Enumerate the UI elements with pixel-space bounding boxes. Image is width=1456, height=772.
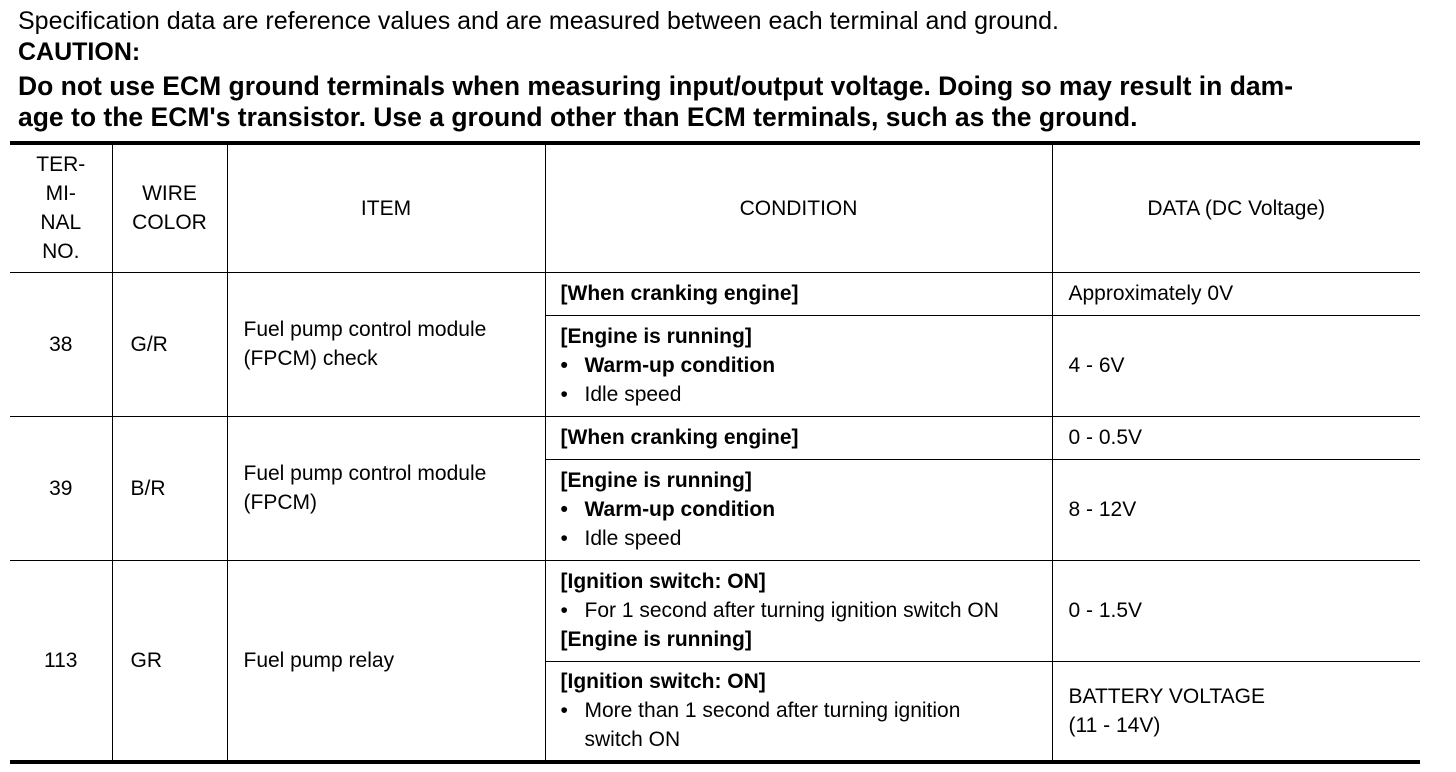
table-row	[10, 272, 1420, 315]
terminal-no-cell: 38	[10, 272, 112, 416]
caution-text-line-2: age to the ECM's transistor. Use a ground other than ECM terminals, such as the ground.	[18, 102, 1138, 132]
header-item: ITEM	[227, 143, 545, 272]
data-cell: 4 - 6V	[1052, 315, 1420, 416]
data-cell: 8 - 12V	[1052, 459, 1420, 560]
bullet-icon: •	[560, 354, 568, 377]
header-data: DATA (DC Voltage)	[1052, 143, 1420, 272]
data-cell: Approximately 0V	[1052, 272, 1420, 315]
header-condition: CONDITION	[545, 143, 1052, 272]
bullet-icon: •	[560, 383, 568, 406]
header-wire-color: WIRE COLOR	[112, 143, 227, 272]
condition-cell: [When cranking engine]	[545, 416, 1052, 459]
item-cell: Fuel pump control module (FPCM)	[227, 416, 545, 560]
caution-label: CAUTION:	[18, 38, 141, 66]
condition-cell: [Engine is running] • Warm-up condition • Idle speed	[545, 315, 1052, 416]
data-cell: BATTERY VOLTAGE (11 - 14V)	[1052, 661, 1420, 762]
terminal-no-cell: 113	[10, 560, 112, 762]
item-cell: Fuel pump relay	[227, 560, 545, 762]
wire-color-cell: GR	[112, 560, 227, 762]
terminal-no-cell: 39	[10, 416, 112, 560]
condition-cell: [Engine is running] • Warm-up condition • Idle speed	[545, 459, 1052, 560]
condition-cell: [When cranking engine]	[545, 272, 1052, 315]
data-cell: 0 - 0.5V	[1052, 416, 1420, 459]
table-row	[10, 416, 1420, 459]
data-cell: 0 - 1.5V	[1052, 560, 1420, 661]
caution-text-line-1: Do not use ECM ground terminals when measuring input/output voltage. Doing so may result in dam-	[18, 71, 1294, 101]
bullet-icon: •	[560, 699, 568, 723]
bullet-icon: •	[560, 527, 568, 550]
table-row	[10, 560, 1420, 661]
wire-color-cell: G/R	[112, 272, 227, 416]
header-terminal-no: TER- MI- NAL NO.	[10, 143, 112, 272]
terminal-spec-table	[10, 141, 1420, 764]
wire-color-cell: B/R	[112, 416, 227, 560]
bullet-icon: •	[560, 498, 568, 521]
bullet-icon: •	[560, 599, 568, 622]
spec-note: Specification data are reference values and are measured between each terminal and ground.	[18, 7, 1059, 35]
condition-cell: [Ignition switch: ON] • For 1 second after turning ignition switch ON [Engine is running]	[545, 560, 1052, 661]
header-row	[10, 143, 1420, 272]
item-cell: Fuel pump control module (FPCM) check	[227, 272, 545, 416]
condition-cell: [Ignition switch: ON] • More than 1 second after turning ignition switch ON	[545, 661, 1052, 762]
